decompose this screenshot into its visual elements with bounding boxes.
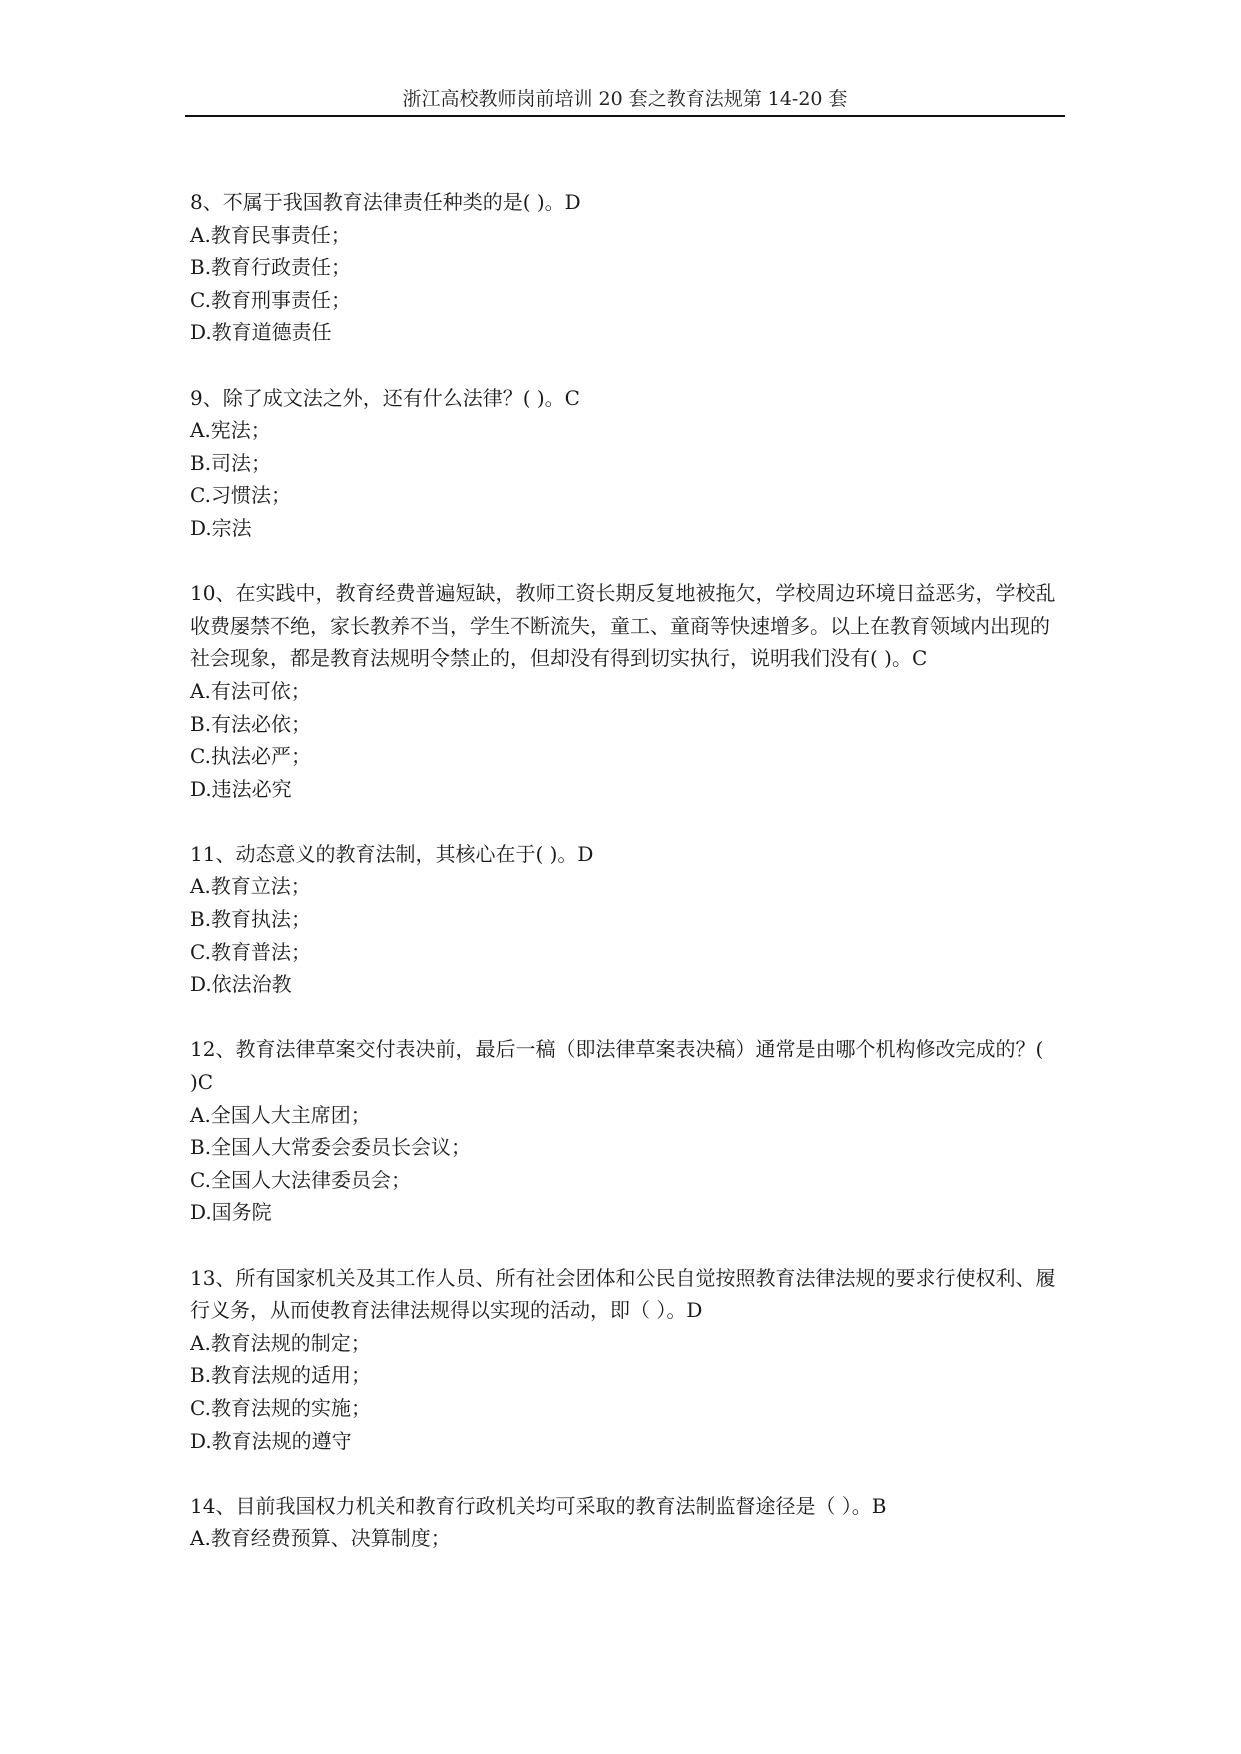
question-stem: 13、所有国家机关及其工作人员、所有社会团体和公民自觉按照教育法律法规的要求行使权利、履行义务，从而使教育法律法规得以实现的活动，即（ ）。D — [190, 1265, 1056, 1323]
page-header-title: 浙江高校教师岗前培训 20 套之教育法规第 14-20 套 — [402, 88, 848, 110]
option-b: B.有法必依； — [190, 711, 312, 736]
option-a: A.全国人大主席团； — [190, 1102, 371, 1127]
option-d: D.教育道德责任 — [190, 320, 332, 345]
question-14 — [190, 1490, 1060, 1555]
question-stem: 8、不属于我国教育法律责任种类的是( )。D — [190, 190, 581, 214]
question-9 — [190, 382, 1060, 545]
option-b: B.教育行政责任； — [190, 255, 352, 280]
option-d: D.教育法规的遵守 — [190, 1428, 352, 1453]
question-12 — [190, 1033, 1060, 1229]
option-a: A.教育经费预算、决算制度； — [190, 1526, 451, 1551]
option-a: A.教育立法； — [190, 874, 311, 899]
question-8 — [190, 186, 1060, 349]
question-stem: 9、除了成文法之外，还有什么法律？( )。C — [190, 385, 580, 410]
option-a: A.宪法； — [190, 418, 271, 443]
option-d: D.国务院 — [190, 1200, 272, 1225]
option-b: B.教育执法； — [190, 907, 312, 932]
option-b: B.司法； — [190, 450, 272, 475]
option-c: C.教育普法； — [190, 939, 311, 964]
option-a: A.有法可依； — [190, 678, 311, 703]
option-b: B.教育法规的适用； — [190, 1363, 372, 1388]
question-stem: 12、教育法律草案交付表决前，最后一稿（即法律草案表决稿）通常是由哪个机构修改完成的？( )C — [190, 1037, 1050, 1095]
option-c: C.执法必严； — [190, 744, 311, 769]
header-divider — [185, 115, 1065, 117]
question-10 — [190, 577, 1060, 805]
option-d: D.宗法 — [190, 515, 252, 540]
question-stem: 11、动态意义的教育法制，其核心在于( )。D — [190, 841, 594, 866]
option-c: C.全国人大法律委员会； — [190, 1167, 411, 1192]
option-c: C.习惯法； — [190, 483, 291, 508]
question-13 — [190, 1262, 1060, 1458]
option-b: B.全国人大常委会委员长会议； — [190, 1135, 472, 1160]
question-stem: 14、目前我国权力机关和教育行政机关均可采取的教育法制监督途径是（ ）。B — [190, 1493, 887, 1518]
option-a: A.教育法规的制定； — [190, 1330, 371, 1355]
option-d: D.违法必究 — [190, 776, 292, 801]
question-list — [190, 186, 1060, 1588]
option-c: C.教育法规的实施； — [190, 1395, 371, 1420]
question-11 — [190, 838, 1060, 1001]
option-c: C.教育刑事责任； — [190, 287, 351, 312]
question-stem: 10、在实践中，教育经费普遍短缺，教师工资长期反复地被拖欠，学校周边环境日益恶劣，学校乱收费屡禁不绝，家长教养不当，学生不断流失，童工、童商等快速增多。以上在教育领域内出现的社会现象，都是教育法规明令禁止的，但却没有得到切实执行，说明我们没有( )。C — [190, 581, 1056, 671]
option-a: A.教育民事责任； — [190, 222, 351, 247]
option-d: D.依法治教 — [190, 972, 292, 997]
